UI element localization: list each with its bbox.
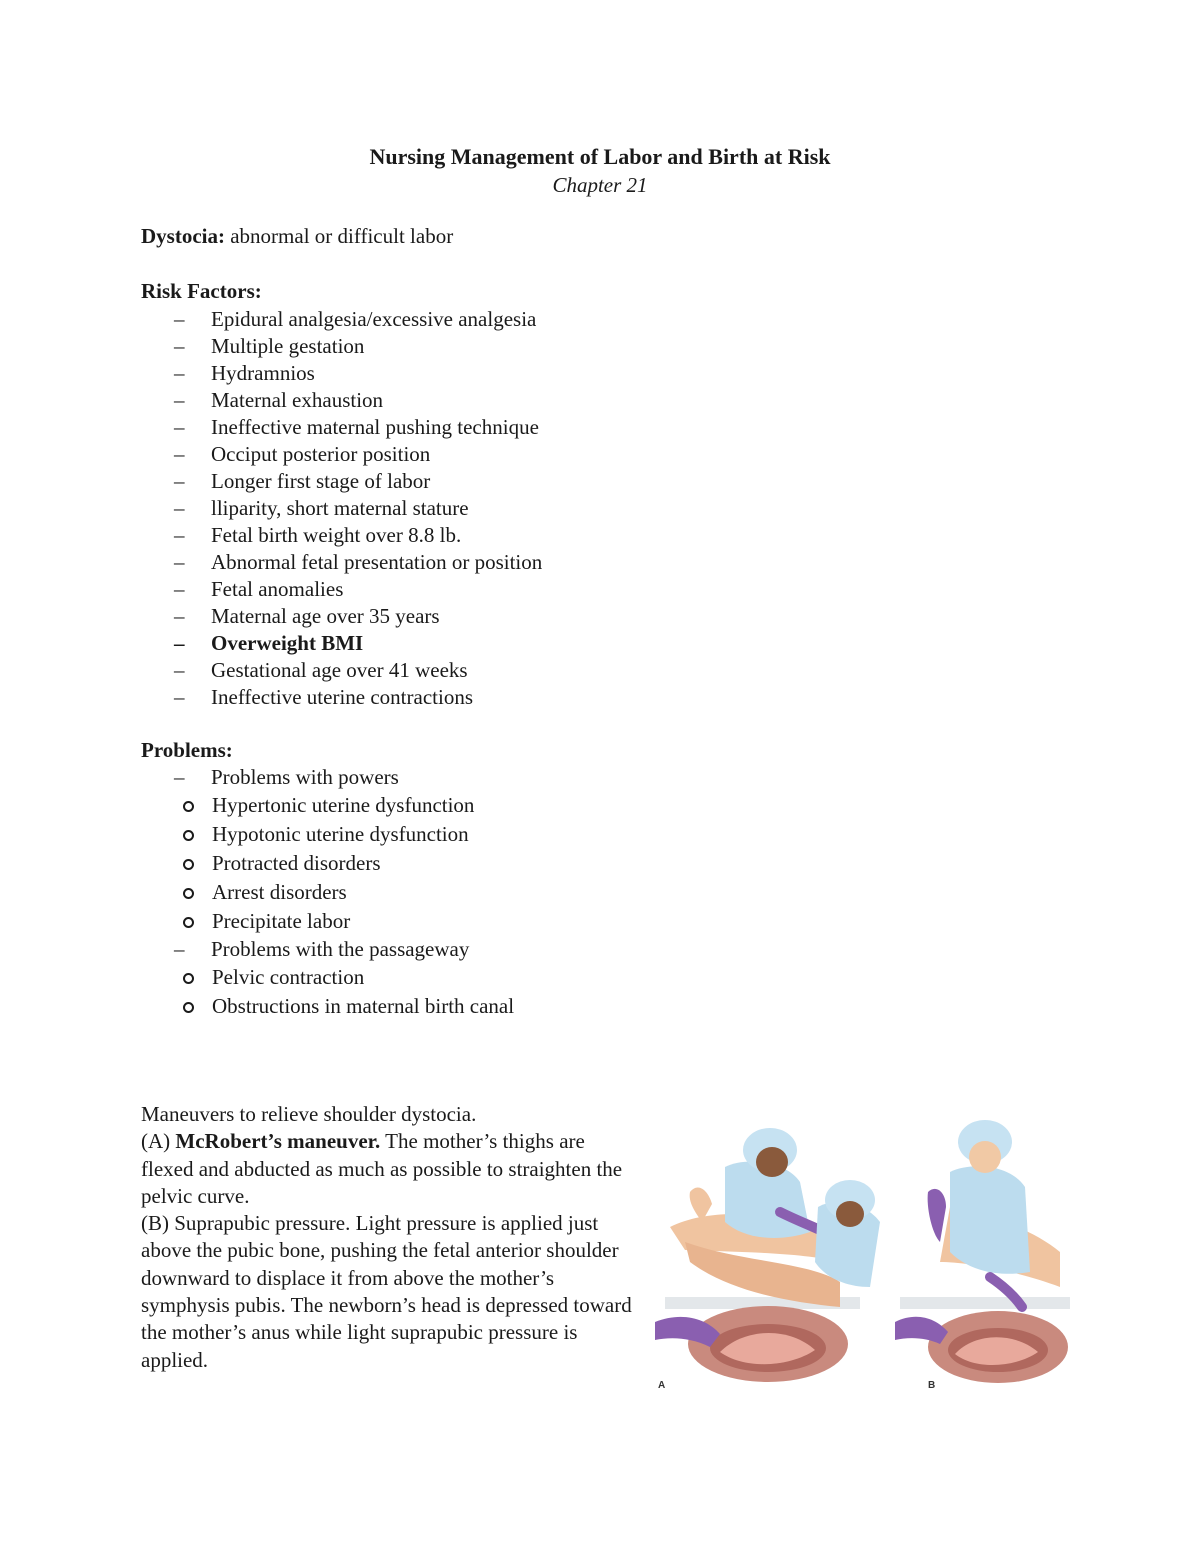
panel-a-label: A <box>658 1380 666 1391</box>
dash-bullet-icon: – <box>174 388 185 412</box>
dystocia-definition <box>141 222 453 250</box>
risk-factor-item <box>141 576 542 603</box>
dash-bullet-icon: – <box>174 307 185 331</box>
risk-factor-text: Ineffective maternal pushing technique <box>211 415 539 439</box>
dash-bullet-icon: – <box>174 685 185 709</box>
dash-bullet-icon: – <box>174 496 185 520</box>
problem-subitem <box>141 878 514 907</box>
circle-bullet-icon <box>183 859 194 870</box>
problem-subitem-text: Pelvic contraction <box>212 965 365 989</box>
caption-a-term: McRobert’s maneuver. <box>175 1129 381 1154</box>
caption-panel-a <box>141 1128 641 1210</box>
dash-bullet-icon: – <box>174 334 185 358</box>
risk-factor-item <box>141 495 542 522</box>
risk-factors-heading: Risk Factors: <box>141 279 262 303</box>
risk-factor-text: Overweight BMI <box>211 631 364 655</box>
risk-factor-item <box>141 522 542 549</box>
problem-group <box>141 936 514 1021</box>
risk-factor-text: Ineffective uterine contractions <box>211 685 473 709</box>
circle-bullet-icon <box>183 1002 194 1013</box>
problem-subitem-text: Precipitate labor <box>212 909 351 933</box>
risk-factor-text: Fetal anomalies <box>211 577 344 601</box>
dash-bullet-icon: – <box>174 442 185 466</box>
problem-group <box>141 764 514 936</box>
dash-bullet-icon: – <box>174 937 185 961</box>
circle-bullet-icon <box>183 830 194 841</box>
dash-bullet-icon: – <box>174 604 185 628</box>
dash-bullet-icon: – <box>174 631 185 655</box>
risk-factor-text: Maternal age over 35 years <box>211 604 440 628</box>
shoulder-dystocia-figure <box>650 1112 1070 1394</box>
shoulder-dystocia-illustration <box>650 1112 1070 1394</box>
problem-group-label: Problems with powers <box>211 765 399 789</box>
risk-factor-item <box>141 333 542 360</box>
problem-subitem-text: Hypotonic uterine dysfunction <box>212 822 469 846</box>
panel-a-illustration <box>655 1128 880 1382</box>
problems-heading: Problems: <box>141 738 233 762</box>
risk-factor-text: Gestational age over 41 weeks <box>211 658 468 682</box>
problem-subitem-text: Arrest disorders <box>212 880 347 904</box>
dash-bullet-icon: – <box>174 523 185 547</box>
risk-factor-item <box>141 603 542 630</box>
risk-factor-text: Fetal birth weight over 8.8 lb. <box>211 523 462 547</box>
problem-subitem <box>141 963 514 992</box>
problem-subitem <box>141 791 514 820</box>
problem-subitem <box>141 820 514 849</box>
risk-factor-item <box>141 360 542 387</box>
risk-factor-text: Hydramnios <box>211 361 315 385</box>
risk-factor-item <box>141 441 542 468</box>
chapter-subtitle: Chapter 21 <box>552 173 648 197</box>
caption-a-text: The mother’s thighs are flexed and abducted as much as possible to straighten the pelvic curve. <box>141 1129 623 1208</box>
caption-intro: Maneuvers to relieve shoulder dystocia. <box>141 1102 477 1126</box>
risk-factor-item <box>141 387 542 414</box>
risk-factor-item <box>141 468 542 495</box>
figure-caption <box>141 1101 641 1374</box>
risk-factor-text: lliparity, short maternal stature <box>211 496 469 520</box>
problem-subitem-text: Obstructions in maternal birth canal <box>212 994 515 1018</box>
risk-factor-item <box>141 306 542 333</box>
risk-factor-text: Longer first stage of labor <box>211 469 431 493</box>
problem-sublist <box>141 791 514 936</box>
risk-factor-text: Multiple gestation <box>211 334 365 358</box>
definition-text: abnormal or difficult labor <box>224 224 454 248</box>
risk-factor-text: Occiput posterior position <box>211 442 431 466</box>
problem-subitem-text: Hypertonic uterine dysfunction <box>212 793 475 817</box>
circle-bullet-icon <box>183 917 194 928</box>
dash-bullet-icon: – <box>174 361 185 385</box>
risk-factor-item <box>141 657 542 684</box>
dash-bullet-icon: – <box>174 550 185 574</box>
problem-group-label: Problems with the passageway <box>211 937 470 961</box>
caption-a-prefix: (A) <box>141 1129 176 1154</box>
dash-bullet-icon: – <box>174 658 185 682</box>
document-title: Nursing Management of Labor and Birth at Risk <box>369 144 831 169</box>
panel-b-illustration <box>895 1120 1070 1383</box>
risk-factors-list <box>141 306 542 711</box>
problem-subitem-text: Protracted disorders <box>212 851 381 875</box>
problem-subitem <box>141 907 514 936</box>
risk-factor-item <box>141 630 542 657</box>
risk-factor-item <box>141 414 542 441</box>
problem-subitem <box>141 849 514 878</box>
circle-bullet-icon <box>183 888 194 899</box>
dash-bullet-icon: – <box>174 415 185 439</box>
definition-term: Dystocia: <box>141 224 225 248</box>
problem-subitem <box>141 992 514 1021</box>
panel-b-label: B <box>928 1380 936 1391</box>
dash-bullet-icon: – <box>174 469 185 493</box>
risk-factor-text: Abnormal fetal presentation or position <box>211 550 543 574</box>
circle-bullet-icon <box>183 973 194 984</box>
circle-bullet-icon <box>183 801 194 812</box>
dash-bullet-icon: – <box>174 765 185 789</box>
risk-factor-text: Maternal exhaustion <box>211 388 384 412</box>
caption-panel-b: (B) Suprapubic pressure. Light pressure is applied just above the pubic bone, pushing the fetal anterior shoulder downward to displace it from above the mother’s symphysis pubis. The newborn’s head is depressed toward the mother’s anus while light suprapubic pressure is applied. <box>141 1211 632 1372</box>
risk-factor-item <box>141 684 542 711</box>
risk-factor-item <box>141 549 542 576</box>
dash-bullet-icon: – <box>174 577 185 601</box>
problems-list <box>141 764 514 1021</box>
risk-factor-text: Epidural analgesia/excessive analgesia <box>211 307 537 331</box>
problem-sublist <box>141 963 514 1021</box>
